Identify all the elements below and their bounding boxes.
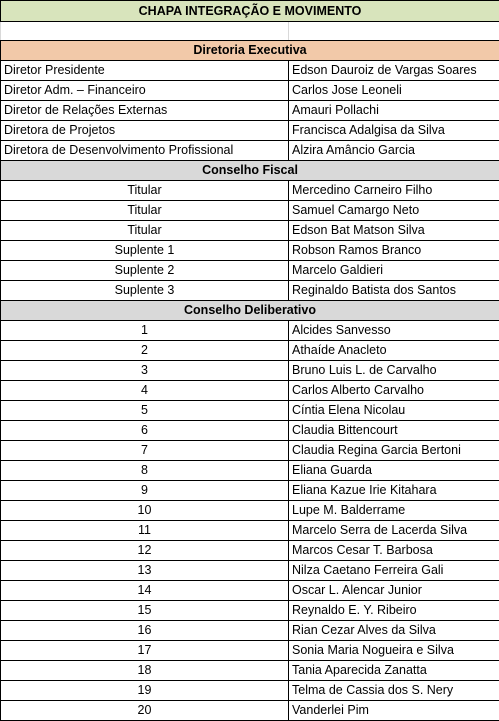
table-row — [1, 361, 499, 381]
table-row — [1, 661, 499, 681]
table-row — [1, 681, 499, 701]
name-cell: Marcelo Serra de Lacerda Silva — [289, 521, 499, 541]
table-row — [1, 381, 499, 401]
name-cell: Samuel Camargo Neto — [289, 201, 499, 221]
section-title: Diretoria Executiva — [1, 41, 499, 61]
table-row — [1, 321, 499, 341]
name-cell: Telma de Cassia dos S. Nery — [289, 681, 499, 701]
name-cell: Athaíde Anacleto — [289, 341, 499, 361]
name-cell: Cíntia Elena Nicolau — [289, 401, 499, 421]
table-row — [1, 481, 499, 501]
table-row — [1, 181, 499, 201]
role-cell: 13 — [1, 561, 289, 581]
table-row — [1, 81, 499, 101]
role-cell: Titular — [1, 221, 289, 241]
role-cell: 15 — [1, 601, 289, 621]
name-cell: Sonia Maria Nogueira e Silva — [289, 641, 499, 661]
role-cell: 9 — [1, 481, 289, 501]
role-cell: Titular — [1, 201, 289, 221]
name-cell: Mercedino Carneiro Filho — [289, 181, 499, 201]
name-cell: Marcos Cesar T. Barbosa — [289, 541, 499, 561]
name-cell: Lupe M. Balderrame — [289, 501, 499, 521]
section-header-diretoria — [1, 41, 499, 61]
role-cell: 4 — [1, 381, 289, 401]
table-row — [1, 421, 499, 441]
role-cell: 18 — [1, 661, 289, 681]
name-cell: Reginaldo Batista dos Santos — [289, 281, 499, 301]
empty-cell — [289, 22, 499, 41]
section-title: Conselho Deliberativo — [1, 301, 499, 321]
table-row — [1, 101, 499, 121]
name-cell: Carlos Alberto Carvalho — [289, 381, 499, 401]
role-cell: 5 — [1, 401, 289, 421]
name-cell: Nilza Caetano Ferreira Gali — [289, 561, 499, 581]
table-row — [1, 341, 499, 361]
table-row — [1, 221, 499, 241]
role-cell: 1 — [1, 321, 289, 341]
section-title: Conselho Fiscal — [1, 161, 499, 181]
table-row — [1, 401, 499, 421]
table-row — [1, 521, 499, 541]
table-row — [1, 461, 499, 481]
role-cell: 3 — [1, 361, 289, 381]
role-cell: 20 — [1, 701, 289, 721]
role-cell: Suplente 1 — [1, 241, 289, 261]
name-cell: Claudia Regina Garcia Bertoni — [289, 441, 499, 461]
role-cell: 17 — [1, 641, 289, 661]
role-cell: 16 — [1, 621, 289, 641]
name-cell: Claudia Bittencourt — [289, 421, 499, 441]
name-cell: Carlos Jose Leoneli — [289, 81, 499, 101]
name-cell: Amauri Pollachi — [289, 101, 499, 121]
table-row — [1, 201, 499, 221]
name-cell: Rian Cezar Alves da Silva — [289, 621, 499, 641]
name-cell: Edson Bat Matson Silva — [289, 221, 499, 241]
table-row — [1, 621, 499, 641]
name-cell: Tania Aparecida Zanatta — [289, 661, 499, 681]
role-cell: 14 — [1, 581, 289, 601]
table-row — [1, 601, 499, 621]
role-cell: 2 — [1, 341, 289, 361]
title-row — [1, 1, 499, 22]
table-row — [1, 581, 499, 601]
role-cell: Titular — [1, 181, 289, 201]
table-row — [1, 641, 499, 661]
name-cell: Bruno Luis L. de Carvalho — [289, 361, 499, 381]
table-row — [1, 441, 499, 461]
role-cell: Diretor de Relações Externas — [1, 101, 289, 121]
role-cell: 11 — [1, 521, 289, 541]
role-cell: 12 — [1, 541, 289, 561]
table-row — [1, 281, 499, 301]
role-cell: Diretor Adm. – Financeiro — [1, 81, 289, 101]
role-cell: 10 — [1, 501, 289, 521]
table-row — [1, 261, 499, 281]
name-cell: Vanderlei Pim — [289, 701, 499, 721]
section-header-deliberativo — [1, 301, 499, 321]
role-cell: 8 — [1, 461, 289, 481]
table-row — [1, 241, 499, 261]
table-row — [1, 561, 499, 581]
role-cell: 19 — [1, 681, 289, 701]
name-cell: Robson Ramos Branco — [289, 241, 499, 261]
chapa-title: CHAPA INTEGRAÇÃO E MOVIMENTO — [1, 1, 499, 22]
role-cell: 7 — [1, 441, 289, 461]
role-cell: Diretor Presidente — [1, 61, 289, 81]
name-cell: Oscar L. Alencar Junior — [289, 581, 499, 601]
name-cell: Francisca Adalgisa da Silva — [289, 121, 499, 141]
role-cell: Diretora de Desenvolvimento Profissional — [1, 141, 289, 161]
table-row — [1, 61, 499, 81]
table-row — [1, 501, 499, 521]
name-cell: Eliana Kazue Irie Kitahara — [289, 481, 499, 501]
table-row — [1, 121, 499, 141]
table-row — [1, 701, 499, 721]
name-cell: Eliana Guarda — [289, 461, 499, 481]
name-cell: Edson Dauroiz de Vargas Soares — [289, 61, 499, 81]
role-cell: Suplente 2 — [1, 261, 289, 281]
name-cell: Reynaldo E. Y. Ribeiro — [289, 601, 499, 621]
role-cell: 6 — [1, 421, 289, 441]
empty-cell — [1, 22, 289, 41]
role-cell: Suplente 3 — [1, 281, 289, 301]
spacer-row — [1, 22, 499, 41]
role-cell: Diretora de Projetos — [1, 121, 289, 141]
table-row — [1, 541, 499, 561]
name-cell: Alzira Amâncio Garcia — [289, 141, 499, 161]
table-row — [1, 141, 499, 161]
name-cell: Alcides Sanvesso — [289, 321, 499, 341]
section-header-fiscal — [1, 161, 499, 181]
name-cell: Marcelo Galdieri — [289, 261, 499, 281]
